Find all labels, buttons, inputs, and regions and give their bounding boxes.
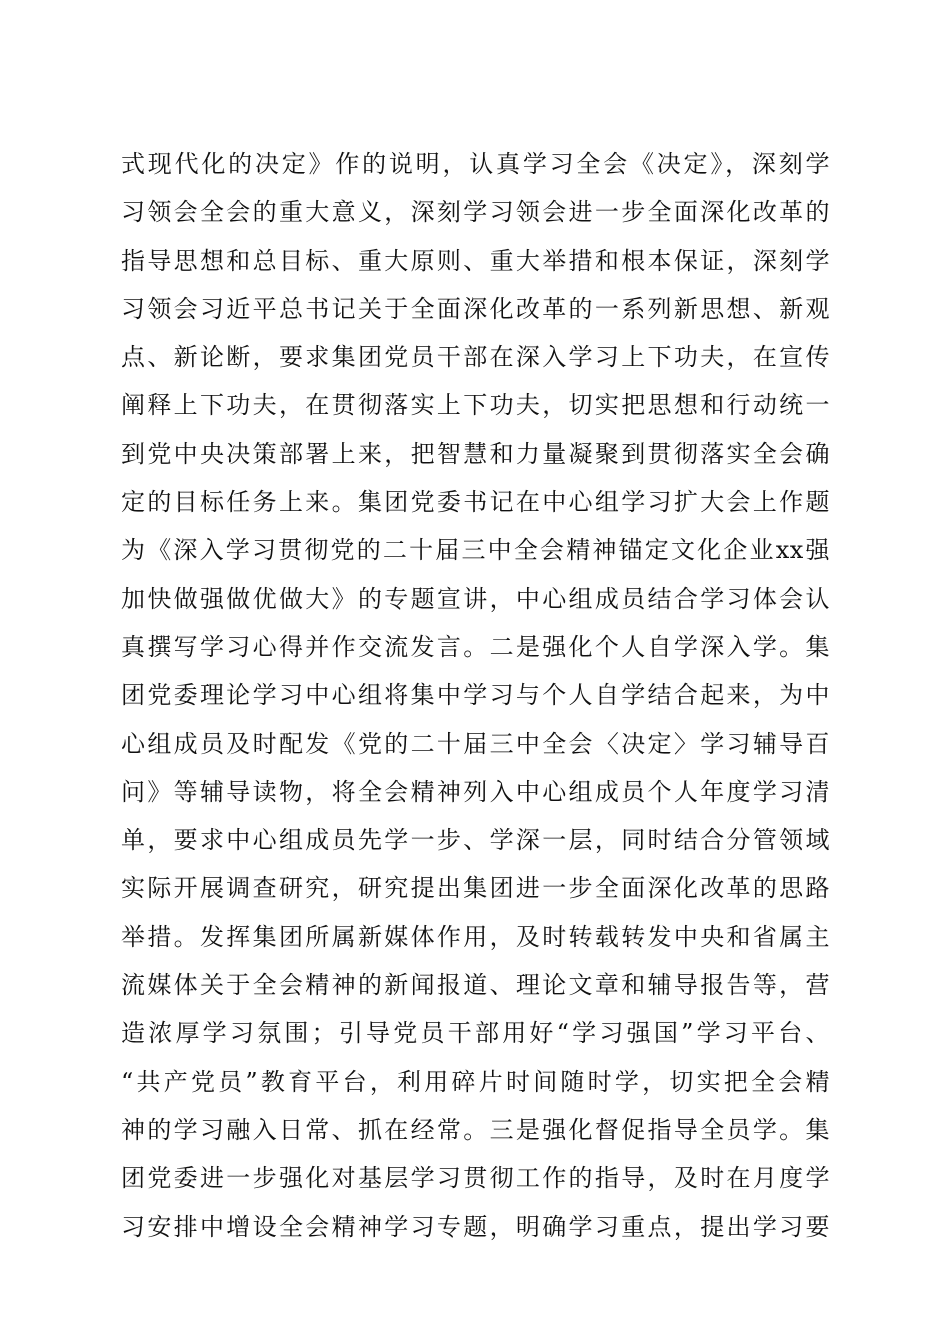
text-line: “共产党员”教育平台，利用碎片时间随时学，切实把全会精 [121, 1067, 830, 1096]
text-line: 真撰写学习心得并作交流发言。二是强化个人自学深入学。集 [121, 632, 830, 661]
text-line: 问》等辅导读物，将全会精神列入中心组成员个人年度学习清 [121, 777, 830, 806]
text-line: 指导思想和总目标、重大原则、重大举措和根本保证，深刻学 [121, 246, 830, 275]
text-line: 心组成员及时配发《党的二十届三中全会〈决定〉学习辅导百 [121, 729, 830, 758]
text-line: 流媒体关于全会精神的新闻报道、理论文章和辅导报告等，营 [121, 971, 830, 1000]
text-line: 举措。发挥集团所属新媒体作用，及时转载转发中央和省属主 [121, 922, 830, 951]
text-line: 造浓厚学习氛围；引导党员干部用好“学习强国”学习平台、 [121, 1019, 830, 1048]
text-line: 加快做强做优做大》的专题宣讲，中心组成员结合学习体会认 [121, 584, 830, 613]
text-line: 式现代化的决定》作的说明，认真学习全会《决定》，深刻学 [121, 150, 830, 178]
body-text [121, 140, 830, 1251]
text-line: 为《深入学习贯彻党的二十届三中全会精神锚定文化企业xx强 [121, 536, 830, 565]
text-line: 习安排中增设全会精神学习专题，明确学习重点，提出学习要 [121, 1212, 830, 1241]
text-line: 定的目标任务上来。集团党委书记在中心组学习扩大会上作题 [121, 488, 830, 517]
text-line: 习领会习近平总书记关于全面深化改革的一系列新思想、新观 [121, 294, 830, 323]
text-line: 习领会全会的重大意义，深刻学习领会进一步全面深化改革的 [121, 198, 830, 227]
text-line: 团党委理论学习中心组将集中学习与个人自学结合起来，为中 [121, 681, 830, 710]
text-line: 单，要求中心组成员先学一步、学深一层，同时结合分管领域 [121, 826, 830, 855]
text-line: 团党委进一步强化对基层学习贯彻工作的指导，及时在月度学 [121, 1164, 830, 1193]
text-line: 点、新论断，要求集团党员干部在深入学习上下功夫，在宣传 [121, 343, 830, 372]
text-line: 实际开展调查研究，研究提出集团进一步全面深化改革的思路 [121, 874, 830, 903]
text-line: 神的学习融入日常、抓在经常。三是强化督促指导全员学。集 [121, 1115, 830, 1144]
text-line: 阐释上下功夫，在贯彻落实上下功夫，切实把思想和行动统一 [121, 391, 830, 420]
text-line: 到党中央决策部署上来，把智慧和力量凝聚到贯彻落实全会确 [121, 439, 830, 468]
